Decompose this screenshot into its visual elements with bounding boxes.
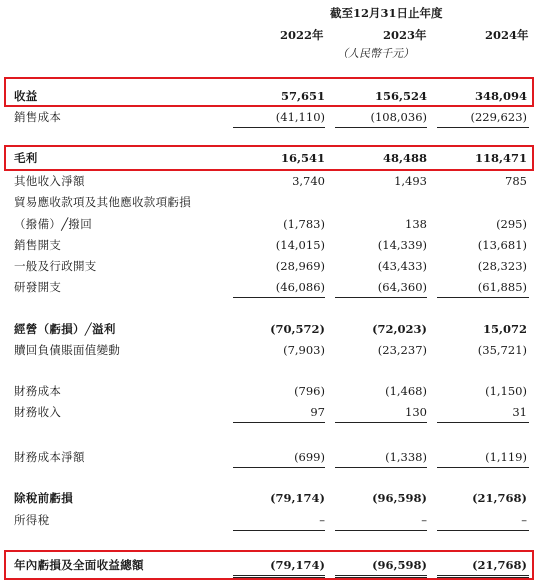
row-value-selling-2022: (14,015) [275,238,325,252]
underline-net-finance-2023 [335,467,427,468]
row-value-finance-income-2022: 97 [310,405,325,419]
underline-net-finance-2024 [437,467,529,468]
row-value-total-loss-2023: (96,598) [372,558,427,572]
row-value-redemption-2023: (23,237) [377,343,427,357]
row-label-total-loss: 年內虧損及全面收益總額 [14,558,144,572]
underline-tax-2022 [233,530,325,531]
row-label-income-tax: 所得稅 [14,513,50,527]
row-value-selling-2024: (13,681) [477,238,527,252]
row-label-selling-expenses: 銷售開支 [14,238,62,252]
row-value-provision-2022: (1,783) [283,217,325,231]
underline-tax-2023 [335,530,427,531]
underline-rnd-2022 [233,297,325,298]
row-value-revenue-2024: 348,094 [474,89,527,103]
row-value-lbt-2024: (21,768) [472,491,527,505]
row-label-revenue: 收益 [14,89,38,103]
year-header-2022: 2022年 [280,28,324,42]
row-label-receivables-loss: 貿易應收款項及其他應收款項虧損 [14,195,191,209]
double-underline-2024-b [437,577,529,578]
underline-cost-of-sales-2024 [437,127,529,128]
row-value-finance-income-2024: 31 [512,405,527,419]
row-value-cost-of-sales-2022: (41,110) [275,110,325,124]
underline-rnd-2024 [437,297,529,298]
underline-tax-2024 [437,530,529,531]
year-header-2023: 2023年 [383,28,427,42]
row-value-tax-2022: – [319,513,325,527]
row-value-redemption-2022: (7,903) [283,343,325,357]
row-value-admin-2024: (28,323) [477,259,527,273]
row-value-selling-2023: (14,339) [377,238,427,252]
row-value-total-loss-2022: (79,174) [270,558,325,572]
underline-finance-income-2023 [335,422,427,423]
row-value-operating-2024: 15,072 [482,322,527,336]
row-value-finance-costs-2022: (796) [294,384,325,398]
row-value-rnd-2024: (61,885) [477,280,527,294]
underline-cost-of-sales-2023 [335,127,427,128]
row-value-cost-of-sales-2023: (108,036) [370,110,427,124]
row-value-admin-2022: (28,969) [275,259,325,273]
period-header: 截至12月31日止年度 [330,6,443,20]
row-value-cost-of-sales-2024: (229,623) [470,110,527,124]
row-value-net-finance-2023: (1,338) [385,450,427,464]
double-underline-2023-a [335,575,427,576]
row-label-loss-before-tax: 除稅前虧損 [14,491,73,505]
row-value-operating-2023: (72,023) [372,322,427,336]
row-label-admin-expenses: 一般及行政開支 [14,259,97,273]
row-value-provision-2024: (295) [496,217,527,231]
row-value-lbt-2023: (96,598) [372,491,427,505]
year-header-2024: 2024年 [485,28,529,42]
row-value-finance-costs-2023: (1,468) [385,384,427,398]
row-value-provision-2023: 138 [405,217,427,231]
row-label-cost-of-sales: 銷售成本 [14,110,62,124]
double-underline-2022-a [233,575,325,576]
row-label-redemption-liability: 贖回負債賬面值變動 [14,343,121,357]
row-value-lbt-2022: (79,174) [270,491,325,505]
row-label-rnd-expenses: 研發開支 [14,280,62,294]
row-value-revenue-2022: 57,651 [280,89,325,103]
underline-finance-income-2022 [233,422,325,423]
row-value-admin-2023: (43,433) [377,259,427,273]
row-value-other-income-2022: 3,740 [292,174,325,188]
highlight-box-revenue [4,77,534,107]
row-label-provision-reversal: （撥備）╱撥回 [14,217,93,231]
row-value-tax-2023: – [421,513,427,527]
row-label-finance-costs: 財務成本 [14,384,62,398]
row-value-rnd-2022: (46,086) [275,280,325,294]
row-value-other-income-2024: 785 [505,174,527,188]
highlight-box-gross-profit [4,145,534,171]
double-underline-2024-a [437,575,529,576]
underline-net-finance-2022 [233,467,325,468]
row-value-gross-profit-2022: 16,541 [280,151,325,165]
double-underline-2022-b [233,577,325,578]
row-value-operating-2022: (70,572) [270,322,325,336]
row-value-gross-profit-2023: 48,488 [382,151,427,165]
row-value-net-finance-2024: (1,119) [485,450,527,464]
underline-rnd-2023 [335,297,427,298]
row-value-total-loss-2024: (21,768) [472,558,527,572]
underline-cost-of-sales-2022 [233,127,325,128]
row-value-gross-profit-2024: 118,471 [474,151,527,165]
row-label-net-finance-costs: 財務成本淨額 [14,450,85,464]
unit-label: （人民幣千元） [337,47,414,60]
row-label-finance-income: 財務收入 [14,405,62,419]
row-value-redemption-2024: (35,721) [477,343,527,357]
row-value-other-income-2023: 1,493 [394,174,427,188]
row-value-net-finance-2022: (699) [294,450,325,464]
double-underline-2023-b [335,577,427,578]
row-label-other-income: 其他收入淨額 [14,174,85,188]
row-value-rnd-2023: (64,360) [377,280,427,294]
row-value-tax-2024: – [521,513,527,527]
underline-finance-income-2024 [437,422,529,423]
row-label-operating-result: 經營（虧損）╱溢利 [14,322,116,336]
row-label-gross-profit: 毛利 [14,151,38,165]
row-value-finance-costs-2024: (1,150) [485,384,527,398]
row-value-finance-income-2023: 130 [405,405,427,419]
row-value-revenue-2023: 156,524 [374,89,427,103]
